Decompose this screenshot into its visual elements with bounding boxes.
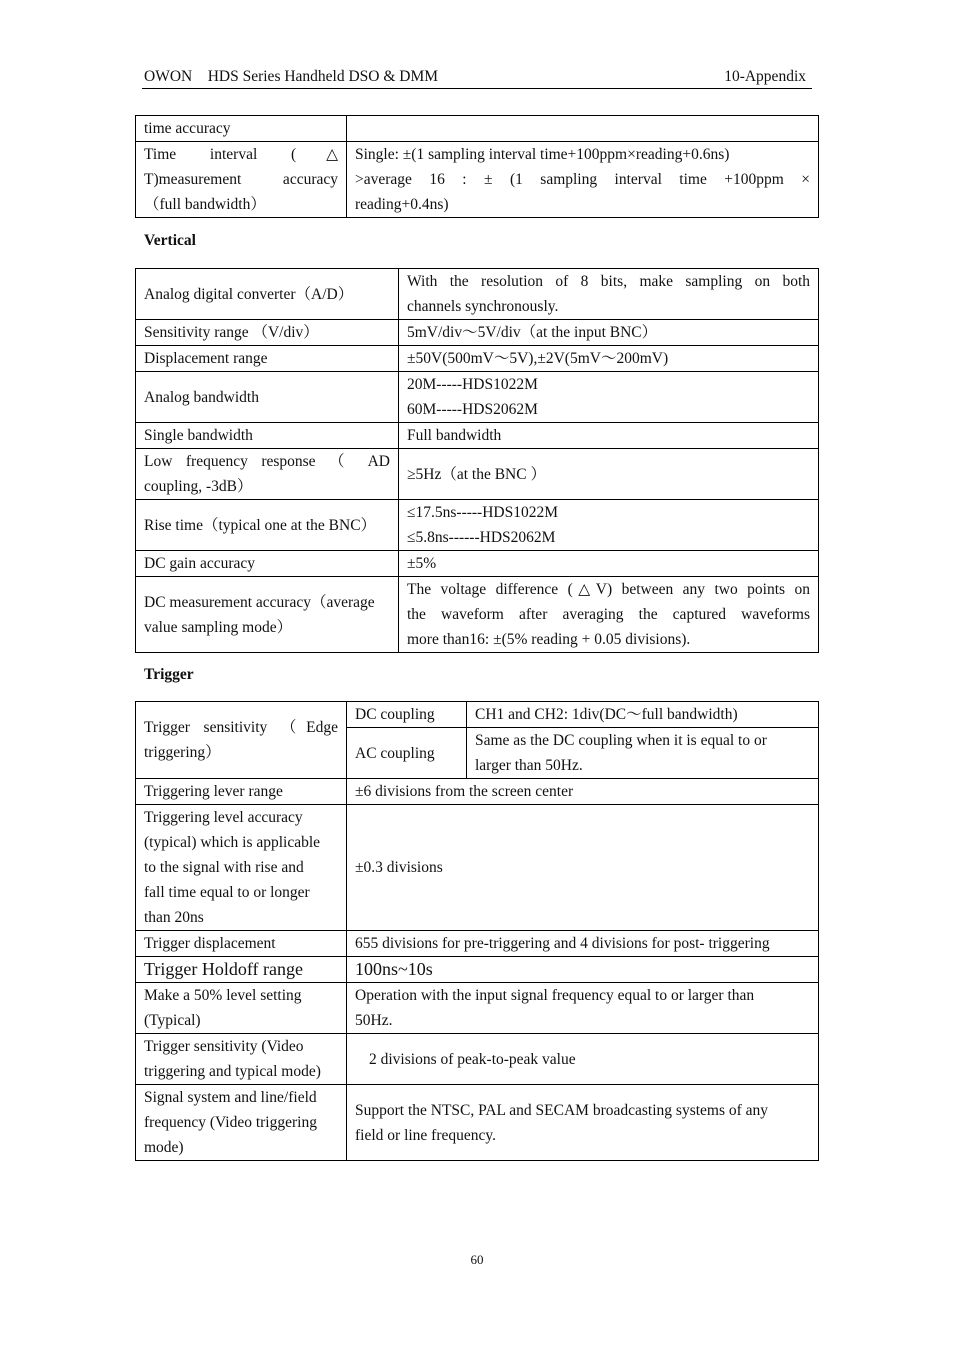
table-cell: Displacement range	[136, 346, 399, 372]
table-cell: ≥5Hz（at the BNC ）	[399, 449, 819, 500]
table-cell: time accuracy	[136, 116, 347, 142]
table-cell: The voltage difference (△V) between any two points on the waveform after averaging the captured waveforms more than16: ±(5% reading + 0.05 divisions).	[399, 577, 819, 653]
table-cell: Trigger displacement	[136, 931, 347, 957]
table-cell: Triggering lever range	[136, 779, 347, 805]
header-section: 10-Appendix	[724, 68, 806, 85]
table-cell: With the resolution of 8 bits, make sampling on both channels synchronously.	[399, 269, 819, 320]
table-cell: 655 divisions for pre-triggering and 4 divisions for post- triggering	[347, 931, 819, 957]
section-title-vertical: Vertical	[144, 232, 196, 249]
table-cell: Single bandwidth	[136, 423, 399, 449]
trigger-table	[135, 701, 819, 1161]
table-cell: Time interval (△ T)measurement accuracy （full bandwidth）	[136, 142, 347, 218]
table-cell	[347, 116, 819, 142]
table-cell: Trigger Holdoff range	[136, 957, 347, 983]
table-cell: DC coupling	[347, 702, 467, 728]
table-cell: Single: ±(1 sampling interval time+100ppm×reading+0.6ns) >average 16 : ± (1 sampling interval time +100ppm × reading+0.4ns)	[347, 142, 819, 218]
table-cell: Rise time（typical one at the BNC）	[136, 500, 399, 551]
table-cell: Sensitivity range （V/div）	[136, 320, 399, 346]
table-cell: AC coupling	[347, 728, 467, 779]
table-cell: Triggering level accuracy (typical) which is applicable to the signal with rise and fall time equal to or longer than 20ns	[136, 805, 347, 931]
page-number: 60	[470, 1252, 484, 1267]
vertical-table	[135, 268, 819, 653]
table-cell: 20M-----HDS1022M 60M-----HDS2062M	[399, 372, 819, 423]
page-header	[142, 66, 812, 89]
timebase-table-continued	[135, 115, 819, 218]
header-title: OWON HDS Series Handheld DSO & DMM	[144, 68, 439, 85]
table-cell: CH1 and CH2: 1div(DC～full bandwidth)	[467, 702, 819, 728]
table-cell: 5mV/div～5V/div（at the input BNC）	[399, 320, 819, 346]
table-cell: Make a 50% level setting (Typical)	[136, 983, 347, 1034]
table-cell: ±0.3 divisions	[347, 805, 819, 931]
table-cell: 2 divisions of peak-to-peak value	[347, 1034, 819, 1085]
table-cell: Low frequency response （ AD coupling, -3dB）	[136, 449, 399, 500]
table-cell: Operation with the input signal frequency equal to or larger than 50Hz.	[347, 983, 819, 1034]
table-cell: ±50V(500mV～5V),±2V(5mV～200mV)	[399, 346, 819, 372]
table-cell: Same as the DC coupling when it is equal to or larger than 50Hz.	[467, 728, 819, 779]
table-cell: Trigger sensitivity （Edge triggering）	[136, 702, 347, 779]
table-cell: Signal system and line/field frequency (Video triggering mode)	[136, 1085, 347, 1161]
table-cell: Full bandwidth	[399, 423, 819, 449]
table-cell: ≤17.5ns-----HDS1022M ≤5.8ns------HDS2062M	[399, 500, 819, 551]
table-cell: 100ns~10s	[347, 957, 819, 983]
table-cell: Analog bandwidth	[136, 372, 399, 423]
table-cell: Support the NTSC, PAL and SECAM broadcasting systems of any field or line frequency.	[347, 1085, 819, 1161]
table-cell: ±5%	[399, 551, 819, 577]
table-cell: ±6 divisions from the screen center	[347, 779, 819, 805]
table-cell: DC measurement accuracy（average value sampling mode）	[136, 577, 399, 653]
table-cell: Analog digital converter（A/D）	[136, 269, 399, 320]
table-cell: DC gain accuracy	[136, 551, 399, 577]
section-title-trigger: Trigger	[144, 666, 194, 683]
table-cell: Trigger sensitivity (Video triggering and typical mode)	[136, 1034, 347, 1085]
